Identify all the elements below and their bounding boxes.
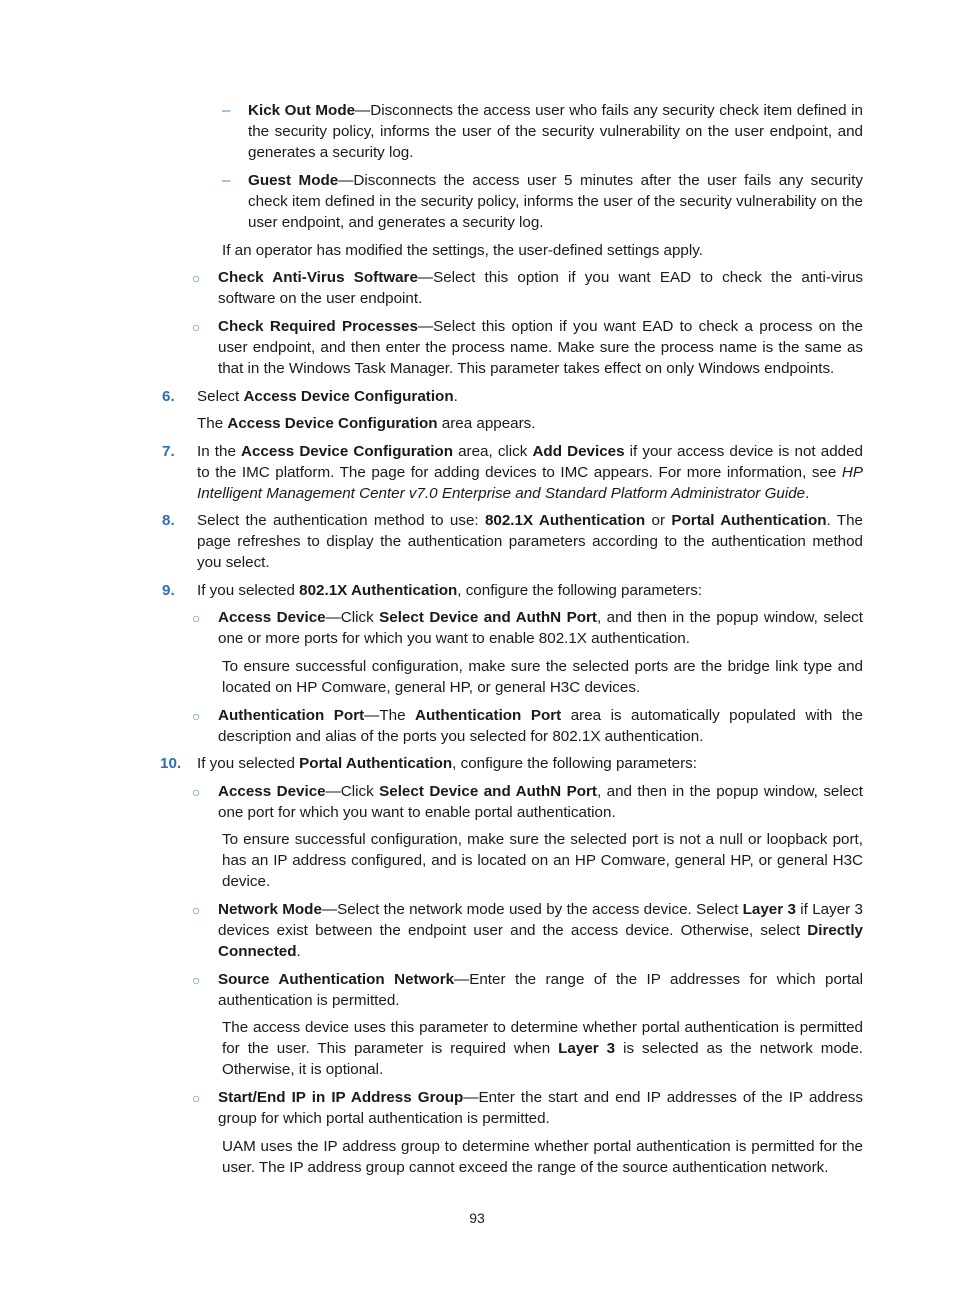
step7-bold: Add Devices (532, 443, 625, 460)
check-processes-text: —Select this option if you want EAD to check a process on the user endpoint, and then enter the process name. Make sure the process name is the same as that in the Windows Task Manager. This parameter takes effect on only Windows endpoints. (218, 318, 863, 377)
step7-text: area, click (452, 443, 533, 460)
source-network-title: Source Authentication Network (218, 971, 455, 988)
step-6-result (197, 413, 863, 434)
step6-result-text: The (197, 415, 228, 432)
circle-bullet: ○ (192, 610, 201, 626)
step10-text: If you selected (197, 755, 300, 772)
step6-result-bold: Access Device Configuration (227, 415, 438, 432)
step10-access-device-item (218, 781, 863, 823)
step8-text: or (645, 512, 672, 529)
kick-out-mode-item (248, 100, 863, 163)
circle-bullet: ○ (192, 784, 201, 800)
auth-port-text: area is automatically populated with the description and alias of the ports you selected for 802.1X authentication. (218, 707, 863, 745)
access-device-text: , and then in the popup window, select one or more ports for which you want to enable 802.1X authentication. (218, 609, 863, 647)
network-mode-item (218, 899, 863, 962)
access-device-title: Access Device (218, 609, 326, 626)
page-number: 93 (469, 1210, 485, 1226)
step7-text: In the (197, 443, 242, 460)
step7-text: if your access device is not added to the IMC platform. The page for adding devices to IMC appears. For more information, see (197, 443, 863, 481)
ip-group-note (222, 1136, 863, 1178)
step9-bold: 802.1X Authentication (299, 582, 458, 599)
step-number: 6. (162, 388, 175, 405)
access-device-title: Access Device (218, 783, 326, 800)
step9-access-device-note (222, 656, 863, 698)
check-antivirus-text: —Select this option if you want EAD to check the anti-virus software on the user endpoint. (218, 269, 864, 307)
step9-text: , configure the following parameters: (457, 582, 703, 599)
auth-port-bold: Authentication Port (415, 707, 562, 724)
circle-bullet: ○ (192, 708, 201, 724)
kick-out-mode-title: Kick Out Mode (248, 102, 356, 119)
step9-access-device-item (218, 607, 863, 649)
step-number: 10. (160, 755, 182, 772)
access-device-bold: Select Device and AuthN Port (379, 783, 597, 800)
operator-note-text: If an operator has modified the settings, the user-defined settings apply. (222, 242, 703, 259)
network-mode-text: . (296, 943, 301, 960)
access-device-note-text: To ensure successful configuration, make sure the selected port is not a null or loopback port, has an IP address configured, and is located on an HP Comware, general HP, or general H3C device. (222, 831, 863, 890)
step6-bold: Access Device Configuration (243, 388, 454, 405)
network-mode-text: —Select the network mode used by the access device. Select (321, 901, 743, 918)
step9-auth-port-item (218, 705, 863, 747)
step-7 (197, 441, 863, 504)
step-9 (197, 580, 863, 601)
step-6 (197, 386, 863, 407)
step7-bold: Access Device Configuration (241, 443, 453, 460)
step6-result-text: area appears. (437, 415, 536, 432)
source-network-item (218, 969, 863, 1011)
source-network-text: —Enter the range of the IP addresses for which portal authentication is permitted. (218, 971, 863, 1009)
network-mode-text: if Layer 3 devices exist between the endpoint user and the access device. Otherwise, select (218, 901, 863, 939)
step-number: 8. (162, 512, 175, 529)
access-device-text: —Click (325, 783, 380, 800)
dash-bullet: – (222, 172, 231, 189)
step10-text: , configure the following parameters: (452, 755, 697, 772)
ip-group-item (218, 1087, 863, 1129)
admin-guide-reference: HP Intelligent Management Center v7.0 Enterprise and Standard Platform Administrator Guide (197, 464, 863, 502)
step10-bold: Portal Authentication (299, 755, 453, 772)
check-antivirus-title: Check Anti-Virus Software (218, 269, 418, 286)
access-device-note-text: To ensure successful configuration, make sure the selected ports are the bridge link type and located on HP Comware, general HP, or general H3C devices. (222, 658, 863, 696)
step6-text: . (453, 388, 458, 405)
step7-text: . (805, 485, 810, 502)
source-network-note-bold: Layer 3 (558, 1040, 616, 1057)
source-network-note-text: The access device uses this parameter to determine whether portal authentication is permitted for the user. This parameter is required when (222, 1019, 863, 1057)
guest-mode-item (248, 170, 863, 233)
source-network-note (222, 1017, 863, 1080)
dash-bullet: – (222, 102, 231, 119)
step-number: 9. (162, 582, 175, 599)
step9-text: If you selected (197, 582, 300, 599)
network-mode-bold: Layer 3 (742, 901, 796, 918)
access-device-bold: Select Device and AuthN Port (379, 609, 597, 626)
step6-text: Select (197, 388, 244, 405)
step8-text: Select the authentication method to use: (197, 512, 485, 529)
auth-port-text: —The (364, 707, 416, 724)
circle-bullet: ○ (192, 1090, 201, 1106)
circle-bullet: ○ (192, 319, 201, 335)
step8-bold: Portal Authentication (671, 512, 827, 529)
step-8 (197, 510, 863, 573)
check-processes-title: Check Required Processes (218, 318, 418, 335)
check-antivirus-item (218, 267, 863, 309)
step-number: 7. (162, 443, 175, 460)
circle-bullet: ○ (192, 972, 201, 988)
circle-bullet: ○ (192, 902, 201, 918)
auth-port-title: Authentication Port (218, 707, 365, 724)
access-device-text: —Click (325, 609, 380, 626)
step-10 (197, 753, 863, 774)
ip-group-note-text: UAM uses the IP address group to determine whether portal authentication is permitted for the user. The IP address group cannot exceed the range of the source authentication network. (222, 1138, 863, 1176)
step10-access-device-note (222, 829, 863, 892)
network-mode-bold: Directly Connected (218, 922, 863, 960)
operator-note (222, 240, 863, 261)
ip-group-title: Start/End IP in IP Address Group (218, 1089, 464, 1106)
network-mode-title: Network Mode (218, 901, 322, 918)
kick-out-mode-text: —Disconnects the access user who fails any security check item defined in the security policy, informs the user of the security vulnerability on the user endpoint, and generates a security log. (248, 102, 863, 161)
step8-text: . The page refreshes to display the authentication parameters according to the authentication method you select. (197, 512, 863, 571)
check-processes-item (218, 316, 863, 379)
access-device-text: , and then in the popup window, select one port for which you want to enable portal authentication. (218, 783, 863, 821)
guest-mode-text: —Disconnects the access user 5 minutes after the user fails any security check item defined in the security policy, informs the user of the security vulnerability on the user endpoint, and generates a security log. (248, 172, 863, 231)
step8-bold: 802.1X Authentication (484, 512, 646, 529)
guest-mode-title: Guest Mode (248, 172, 339, 189)
ip-group-text: —Enter the start and end IP addresses of the IP address group for which portal authentication is permitted. (218, 1089, 863, 1127)
source-network-note-text: is selected as the network mode. Otherwise, it is optional. (222, 1040, 863, 1078)
circle-bullet: ○ (192, 270, 201, 286)
